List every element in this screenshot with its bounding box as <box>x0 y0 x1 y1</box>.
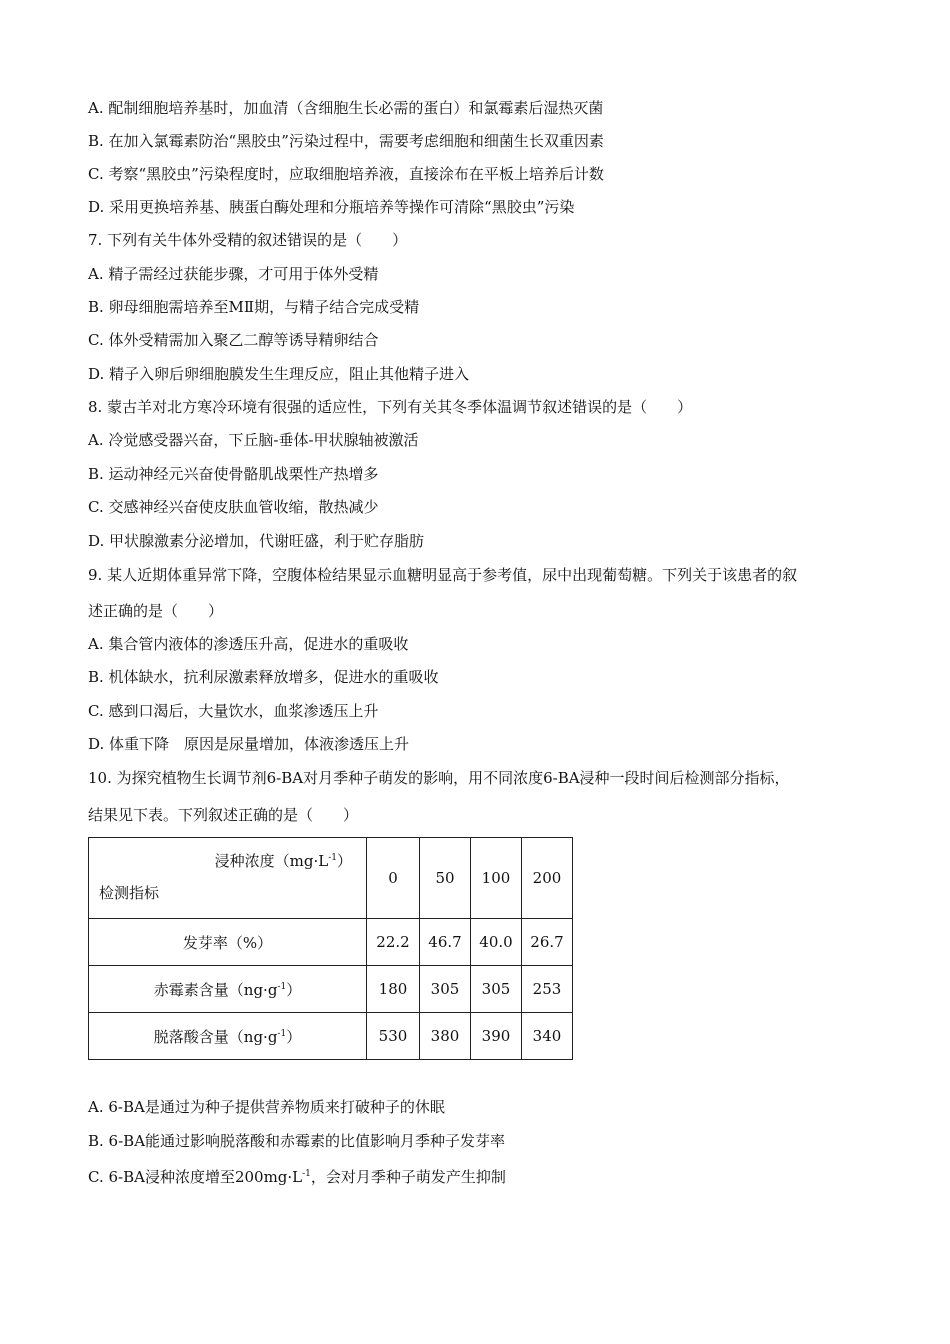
concentration-200: 200 <box>522 838 573 919</box>
q10-stem-line2: 结果见下表。下列叙述正确的是（ ） <box>88 806 359 824</box>
table-cell: 340 <box>522 1013 573 1060</box>
table-cell: 180 <box>367 966 420 1013</box>
q9-option-c: C. 感到口渴后，大量饮水，血浆渗透压上升 <box>88 702 379 720</box>
table-cell: 380 <box>420 1013 471 1060</box>
q8-option-a: A. 冷觉感受器兴奋，下丘脑-垂体-甲状腺轴被激活 <box>88 431 419 449</box>
q10-option-c: C. 6-BA浸种浓度增至$200mg\cdot L^{-1}$，会对月季种子萌发产生抑制 <box>88 1168 506 1186</box>
q8-option-c: C. 交感神经兴奋使皮肤血管收缩，散热减少 <box>88 498 379 516</box>
table-cell: 305 <box>471 966 522 1013</box>
q7-option-a: A. 精子需经过获能步骤，才可用于体外受精 <box>88 265 379 283</box>
q10-option-a: A. 6-BA是通过为种子提供营养物质来打破种子的休眠 <box>88 1098 445 1116</box>
concentration-100: 100 <box>471 838 522 919</box>
q9-option-b: B. 机体缺水，抗利尿激素释放增多，促进水的重吸收 <box>88 668 439 686</box>
q10-option-b: B. 6-BA能通过影响脱落酸和赤霉素的比值影响月季种子发芽率 <box>88 1132 506 1150</box>
q6-option-c: C. 考察“黑胶虫”污染程度时，应取细胞培养液，直接涂布在平板上培养后计数 <box>88 165 604 183</box>
table-cell: 390 <box>471 1013 522 1060</box>
table-cell: 40.0 <box>471 919 522 966</box>
table-row <box>89 966 573 1013</box>
q10-stem-line1: 10. 为探究植物生长调节剂6-BA对月季种子萌发的影响，用不同浓度6-BA浸种一段时间后检测部分指标， <box>88 769 790 787</box>
q6-option-d: D. 采用更换培养基、胰蛋白酶处理和分瓶培养等操作可清除“黑胶虫”污染 <box>88 198 575 216</box>
table-cell: 26.7 <box>522 919 573 966</box>
q6-option-a: A. 配制细胞培养基时，加血清（含细胞生长必需的蛋白）和氯霉素后湿热灭菌 <box>88 99 604 117</box>
q8-option-b: B. 运动神经元兴奋使骨骼肌战栗性产热增多 <box>88 465 379 483</box>
q9-option-d: D. 体重下降 原因是尿量增加，体液渗透压上升 <box>88 735 410 753</box>
row-label-germination: 发芽率（%） <box>89 919 367 966</box>
q6-option-b: B. 在加入氯霉素防治“黑胶虫”污染过程中，需要考虑细胞和细菌生长双重因素 <box>88 132 604 150</box>
row-label-gibberellin: 赤霉素含量$(ng\cdot g^{-1})$ <box>89 966 367 1013</box>
header-diagonal-line <box>88 837 366 918</box>
table-cell: 305 <box>420 966 471 1013</box>
header-indicator-label: 检测指标 <box>99 884 160 902</box>
q7-option-d: D. 精子入卵后卵细胞膜发生生理反应，阻止其他精子进入 <box>88 365 470 383</box>
table-cell: 530 <box>367 1013 420 1060</box>
q7-stem: 7. 下列有关牛体外受精的叙述错误的是（ ） <box>88 231 408 249</box>
q9-option-a: A. 集合管内液体的渗透压升高，促进水的重吸收 <box>88 635 409 653</box>
concentration-50: 50 <box>420 838 471 919</box>
header-concentration-label: 浸种浓度$(mg\cdot L^{-1})$ <box>214 852 352 870</box>
table-cell: 46.7 <box>420 919 471 966</box>
q7-option-b: B. 卵母细胞需培养至MⅡ期，与精子结合完成受精 <box>88 298 420 316</box>
row-label-abscisic-acid: 脱落酸含量$(ng\cdot g^{-1})$ <box>89 1013 367 1060</box>
q8-stem: 8. 蒙古羊对北方寒冷环境有很强的适应性，下列有关其冬季体温调节叙述错误的是（ ） <box>88 398 693 416</box>
q7-option-c: C. 体外受精需加入聚乙二醇等诱导精卵结合 <box>88 331 379 349</box>
q8-option-d: D. 甲状腺激素分泌增加，代谢旺盛，利于贮存脂肪 <box>88 532 425 550</box>
concentration-0: 0 <box>367 838 420 919</box>
q9-stem-line1: 9. 某人近期体重异常下降，空腹体检结果显示血糖明显高于参考值，尿中出现葡萄糖。下列关于该患者的叙 <box>88 566 798 584</box>
table-cell: 253 <box>522 966 573 1013</box>
table-row <box>89 1013 573 1060</box>
table-cell: 22.2 <box>367 919 420 966</box>
table-row <box>89 919 573 966</box>
q9-stem-line2: 述正确的是（ ） <box>88 602 224 620</box>
